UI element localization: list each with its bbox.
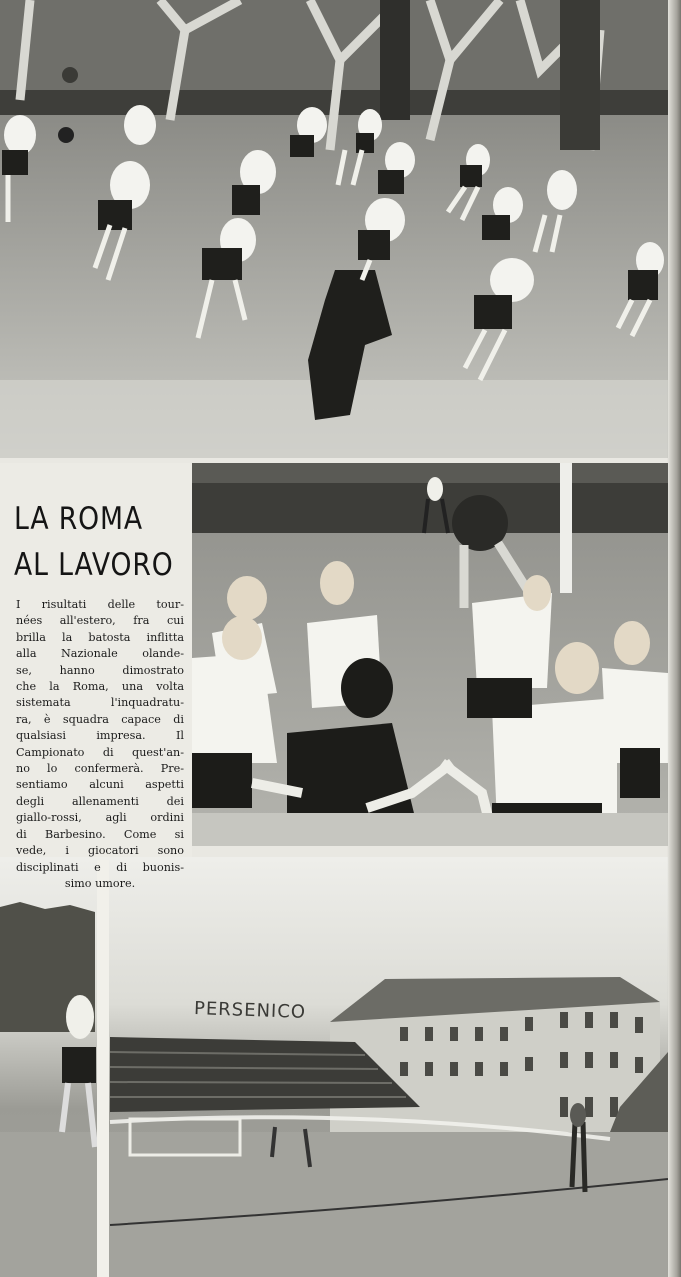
- headline-line: LA ROMA: [14, 501, 143, 537]
- body-line: qualsiasi impresa. Il: [16, 729, 184, 743]
- body-line: che la Roma, una volta: [16, 680, 184, 694]
- photo-training-hall: [0, 0, 668, 458]
- stadium-sign: PERSENICO: [193, 998, 307, 1023]
- body-line: giallo-rossi, agli ordini: [16, 811, 184, 825]
- body-line: no lo confermerà. Pre-: [16, 762, 184, 776]
- headline-line: AL LAVORO: [14, 547, 174, 583]
- body-line: se, hanno dimostrato: [16, 663, 184, 677]
- body-line: Campionato di quest'an-: [16, 745, 184, 759]
- body-line: alla Nazionale olande-: [16, 647, 184, 661]
- article-body: [16, 597, 184, 892]
- body-line: nées all'estero, fra cui: [16, 614, 184, 628]
- body-line: brilla la batosta inflitta: [16, 630, 184, 644]
- body-line: simo umore.: [64, 876, 136, 890]
- page-binding-shadow: [667, 0, 681, 1277]
- body-line: disciplinati e di buonis-: [16, 860, 184, 874]
- body-line: ra, è squadra capace di: [16, 712, 184, 726]
- body-line: vede, i giocatori sono: [16, 844, 184, 858]
- body-line: di Barbesino. Come si: [16, 827, 184, 841]
- body-line: sentiamo alcuni aspetti: [16, 778, 184, 792]
- photo-medicine-ball: [192, 463, 668, 846]
- article-headline: [14, 496, 174, 588]
- body-line: I risultati delle tour-: [16, 598, 184, 611]
- body-line: degli allenamenti dei: [16, 794, 184, 808]
- body-line: sistemata l'inquadratu-: [16, 696, 184, 710]
- column-gutter: [97, 860, 109, 1277]
